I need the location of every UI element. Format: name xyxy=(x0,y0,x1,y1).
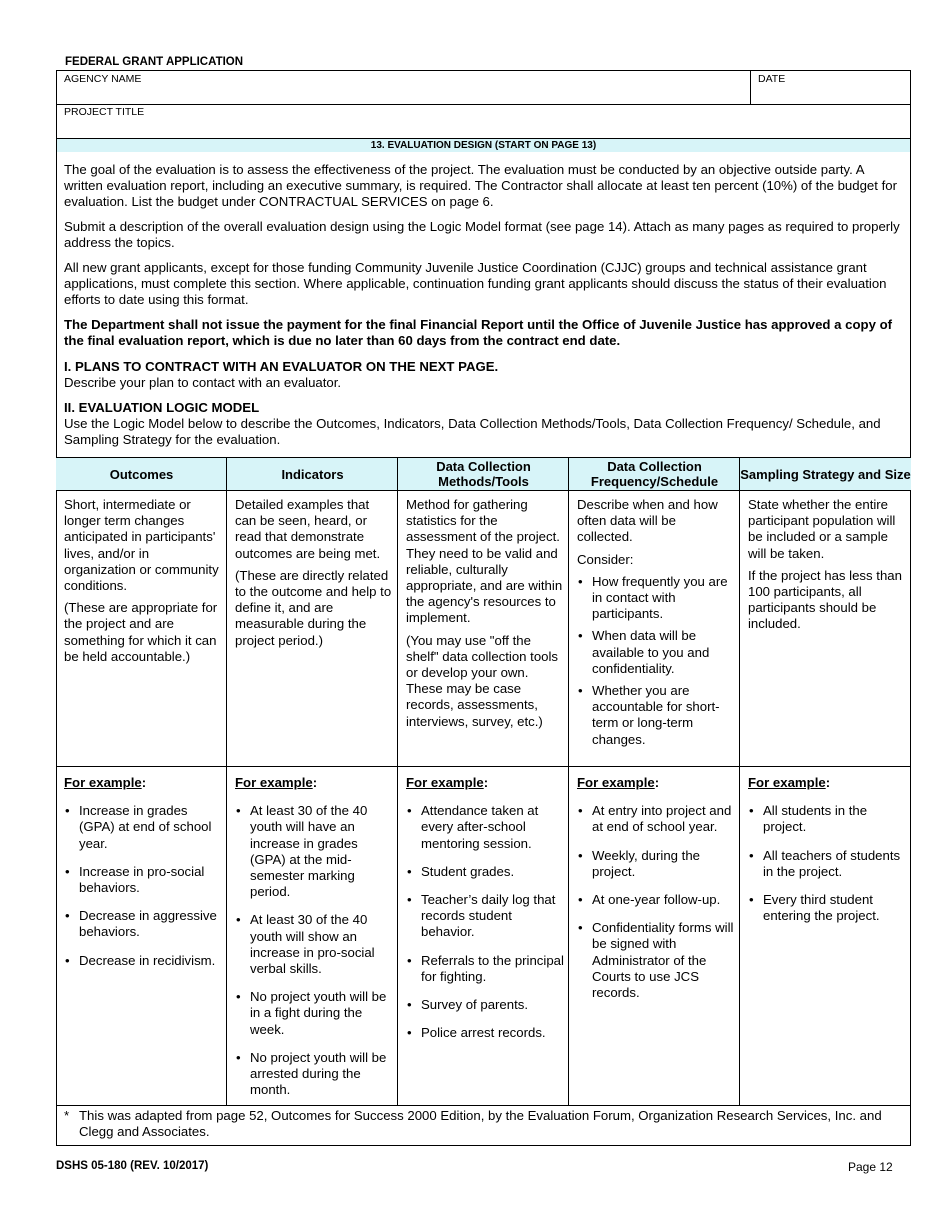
date-label: DATE xyxy=(758,73,786,85)
list-item: • At least 30 of the 40 youth will show an increase in pro-social verbal skills. xyxy=(235,912,393,977)
frequency-description: Describe when and how often data will be collected. Consider: • How frequently you are in contact with participants. • When data will be available to you and confidentiality. • Whether you are accountable for short-term or long-term changes. xyxy=(577,497,735,754)
methods-examples: For example: • Attendance taken at every after-school mentoring session. • Student grades. • Teacher’s daily log that records student behavior. • Referrals to the principal for fighting. • Survey of parents. • Police arrest records. xyxy=(406,775,564,1053)
list-item: • Referrals to the principal for fighting. xyxy=(406,953,564,985)
list-item: • Decrease in aggressive behaviors. xyxy=(64,908,222,940)
frequency-examples: For example: • At entry into project and at end of school year. • Weekly, during the project. • At one-year follow-up. • Confidentiality forms will be signed with Administrator of the Courts to use JCS records. xyxy=(577,775,735,1013)
page-number: Page 12 xyxy=(848,1160,893,1174)
section-2-heading: II. EVALUATION LOGIC MODEL xyxy=(64,400,260,415)
table-header xyxy=(56,457,911,491)
list-item: • Weekly, during the project. xyxy=(577,848,735,880)
column-divider xyxy=(568,457,569,1106)
section-title: 13. EVALUATION DESIGN (START ON PAGE 13) xyxy=(57,138,910,152)
indicators-description: Detailed examples that can be seen, heard, or read that demonstrate outcomes are being met. (These are directly related to the outcome and help to define it, and are measurable during the project period.) xyxy=(235,497,392,648)
header-row xyxy=(57,71,910,105)
header-divider xyxy=(750,71,751,105)
row-divider xyxy=(56,1105,911,1106)
section-2-text: Use the Logic Model below to describe the Outcomes, Indicators, Data Collection Methods/Tools, Data Collection Frequency/ Schedule, and Sampling Strategy for the evaluation. xyxy=(64,416,881,448)
example-label: For example xyxy=(235,775,313,790)
list-item: • How frequently you are in contact with participants. xyxy=(577,574,735,623)
header-frequency: Data Collection Frequency/Schedule xyxy=(590,459,719,489)
form-title: FEDERAL GRANT APPLICATION xyxy=(65,56,244,68)
intro-paragraph-2: Submit a description of the overall evaluation design using the Logic Model format (see page 14). Attach as many pages as required to properly address the topics. xyxy=(64,219,900,251)
header-methods: Data Collection Methods/Tools xyxy=(436,459,531,489)
header-outcomes: Outcomes xyxy=(109,466,174,482)
column-divider xyxy=(226,457,227,1106)
section-1-heading: I. PLANS TO CONTRACT WITH AN EVALUATOR ON THE NEXT PAGE. xyxy=(64,359,499,374)
agency-name-label: AGENCY NAME xyxy=(64,73,142,85)
list-item: • No project youth will be in a fight during the week. xyxy=(235,989,393,1038)
sampling-description: State whether the entire participant population will be included or a sample will be taken. If the project has less than 100 participants, all participants should be included. xyxy=(748,497,902,632)
footnote-text: This was adapted from page 52, Outcomes for Success 2000 Edition, by the Evaluation Forum, Organization Research Services, Inc. and Clegg and Associates. xyxy=(79,1108,882,1140)
list-item: • All teachers of students in the project. xyxy=(748,848,906,880)
example-label: For example xyxy=(64,775,142,790)
example-label: For example xyxy=(577,775,655,790)
list-item: • All students in the project. xyxy=(748,803,906,835)
methods-description: Method for gathering statistics for the assessment of the project. They need to be valid and reliable, culturally appropriate, and are within the agency's resources to implement. (You may use "off the shelf" data collection tools or develop your own. These may be case records, assessments, interviews, survey, etc.) xyxy=(406,497,563,729)
list-item: • At least 30 of the 40 youth will have an increase in grades (GPA) at the mid-semester marking period. xyxy=(235,803,393,900)
list-item: • Teacher’s daily log that records student behavior. xyxy=(406,892,564,941)
list-item: • No project youth will be arrested during the month. xyxy=(235,1050,393,1099)
list-item: • Survey of parents. xyxy=(406,997,564,1013)
list-item: • Decrease in recidivism. xyxy=(64,953,222,969)
list-item: • Confidentiality forms will be signed with Administrator of the Courts to use JCS records. xyxy=(577,920,735,1001)
list-item: • Increase in grades (GPA) at end of school year. xyxy=(64,803,222,852)
list-item: • Police arrest records. xyxy=(406,1025,564,1041)
list-item: • When data will be available to you and confidentiality. xyxy=(577,628,735,677)
header-sampling: Sampling Strategy and Size xyxy=(740,466,911,482)
column-divider xyxy=(397,457,398,1106)
list-item: • Whether you are accountable for short-term or long-term changes. xyxy=(577,683,735,748)
project-title-label: PROJECT TITLE xyxy=(64,106,145,118)
column-divider xyxy=(739,457,740,1106)
payment-notice: The Department shall not issue the payment for the final Financial Report until the Office of Juvenile Justice has approved a copy of the final evaluation report, which is due no later than 60 days from the contract end date. xyxy=(64,317,893,349)
intro-paragraph-3: All new grant applicants, except for those funding Community Juvenile Justice Coordination (CJJC) groups and technical assistance grant applications, must complete this section. Where applicable, continuation funding grant applicants should discuss the status of their evaluation efforts to date using this format. xyxy=(64,260,887,308)
example-label: For example xyxy=(406,775,484,790)
outcomes-examples: For example: • Increase in grades (GPA) at end of school year. • Increase in pro-social behaviors. • Decrease in aggressive behaviors. • Decrease in recidivism. xyxy=(64,775,222,981)
indicators-examples: For example: • At least 30 of the 40 youth will have an increase in grades (GPA) at the mid-semester marking period. • At least 30 of the 40 youth will show an increase in pro-social verbal skills. • No project youth will be in a fight during the week. • No project youth will be arrested during the month. xyxy=(235,775,393,1110)
sampling-examples: For example: • All students in the project. • All teachers of students in the project. • Every third student entering the project. xyxy=(748,775,906,936)
intro-paragraph-1: The goal of the evaluation is to assess the effectiveness of the project. The evaluation must be conducted by an objective outside party. A written evaluation report, including an executive summary, is required. The Contractor shall allocate at least ten percent (10%) of the budget for evaluation. List the budget under CONTRACTUAL SERVICES on page 6. xyxy=(64,162,897,210)
list-item: • Every third student entering the project. xyxy=(748,892,906,924)
example-label: For example xyxy=(748,775,826,790)
header-box xyxy=(56,70,911,152)
footnote-marker: * xyxy=(64,1108,70,1123)
list-item: • Increase in pro-social behaviors. xyxy=(64,864,222,896)
list-item: • Student grades. xyxy=(406,864,564,880)
header-indicators: Indicators xyxy=(281,466,344,482)
list-item: • At entry into project and at end of school year. xyxy=(577,803,735,835)
form-number: DSHS 05-180 (REV. 10/2017) xyxy=(56,1160,209,1172)
list-item: • At one-year follow-up. xyxy=(577,892,735,908)
outcomes-description: Short, intermediate or longer term changes anticipated in participants' lives, and/or in organization or community conditions. (These are appropriate for the project and are something for which it can be held accountable.) xyxy=(64,497,219,664)
list-item: • Attendance taken at every after-school mentoring session. xyxy=(406,803,564,852)
row-divider xyxy=(56,766,911,767)
section-1-text: Describe your plan to contact with an evaluator. xyxy=(64,375,342,390)
